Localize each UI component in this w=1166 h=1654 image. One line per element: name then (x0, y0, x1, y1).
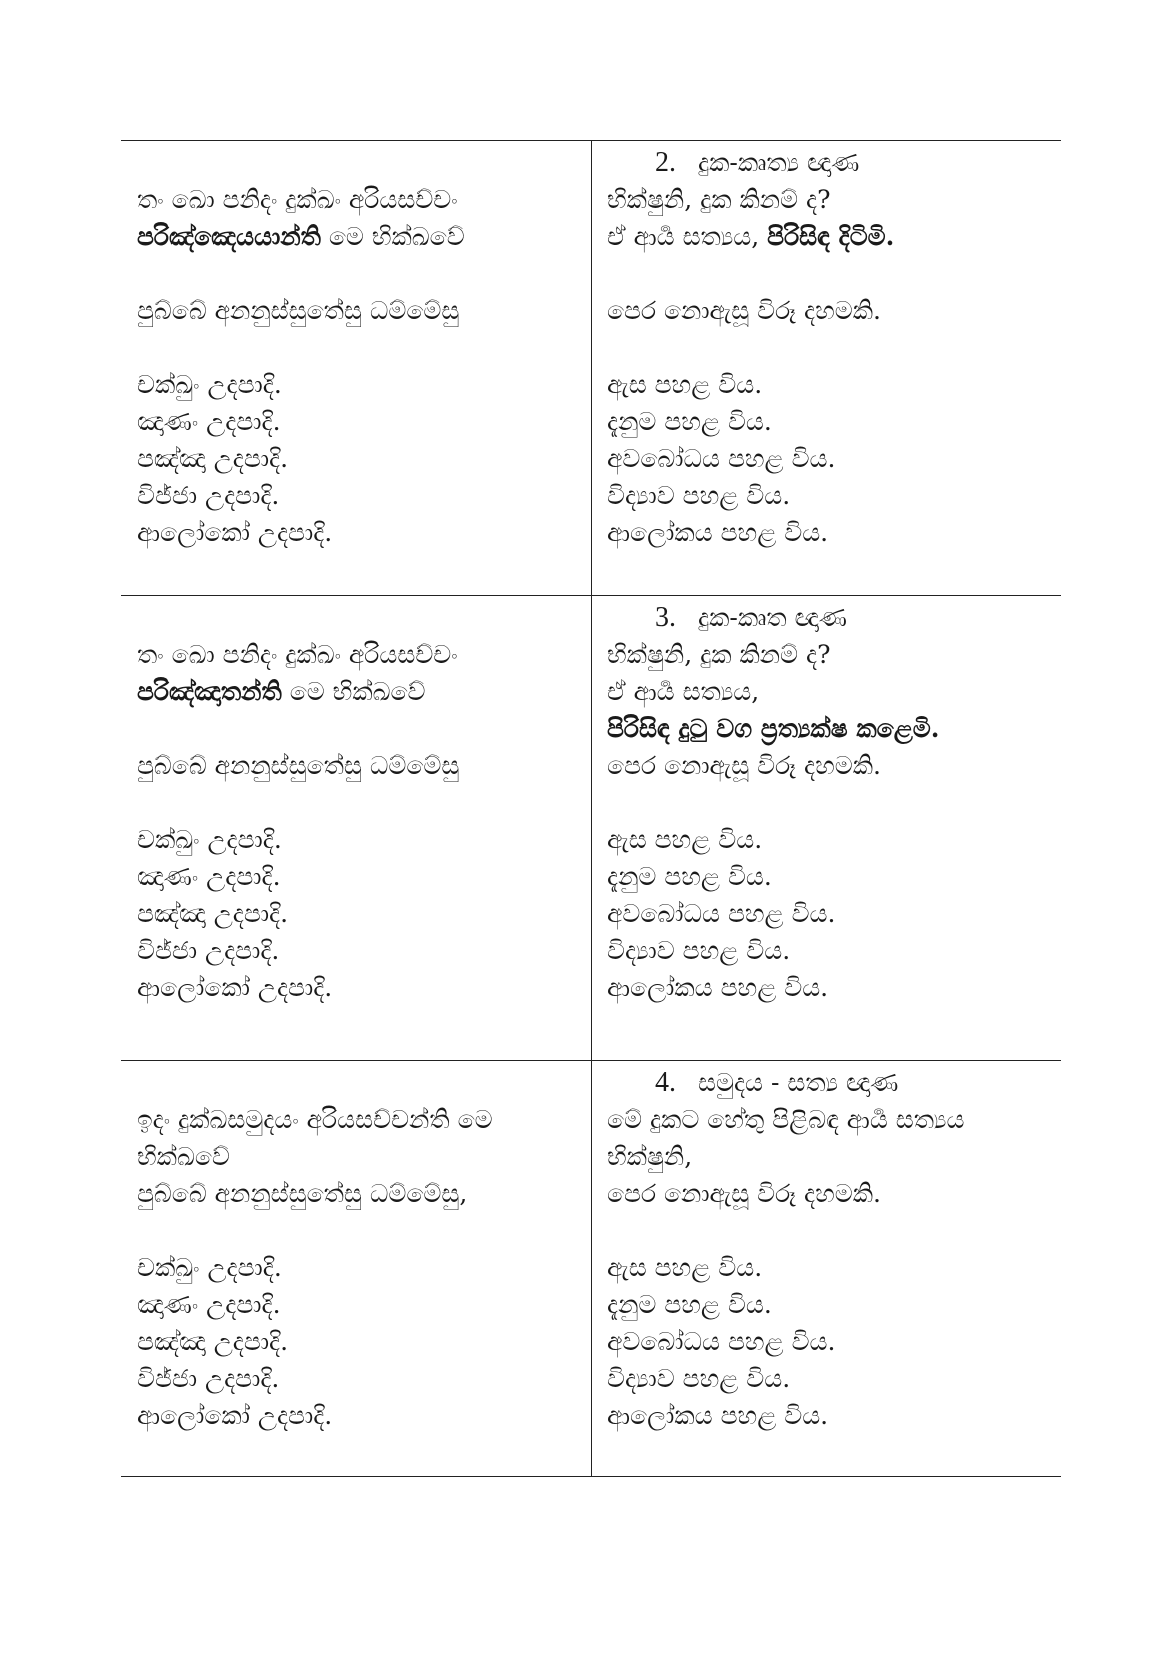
pali-line: චක්ඛුං උදපාදි. (137, 1253, 282, 1282)
section-number: 2. (655, 147, 676, 178)
pali-line: පුබ්බේ අනනුස්සුතේසු ධම්මේසු (137, 296, 460, 325)
pali-line: ආලෝකෝ උදපාදි. (137, 973, 333, 1002)
section-title: දුක-කෘත ඥාණ (698, 603, 847, 632)
sinhala-line: දැනුම පහළ විය. (607, 1290, 772, 1319)
sinhala-line: ඇස පහළ විය. (607, 1253, 763, 1282)
sinhala-line: දැනුම පහළ විය. (607, 407, 772, 436)
table-column-divider (591, 140, 592, 1476)
pali-text: මෙ භික්ඛවේ (320, 222, 465, 251)
pali-line: චක්ඛුං උදපාදි. (137, 825, 282, 854)
pali-bold-text: පරිඤ්ඤාතන්ති (137, 677, 282, 706)
section-number: 3. (655, 602, 676, 633)
pali-line: විජ්ජා උදපාදි. (137, 481, 280, 510)
pali-line (137, 218, 583, 255)
pali-line: ඤාණං උදපාදි. (137, 407, 281, 436)
sinhala-line (607, 218, 1052, 255)
sinhala-line: දැනුම පහළ විය. (607, 862, 772, 891)
row-3-pali-cell (137, 1101, 583, 1434)
sinhala-bold-text: පිරිසිඳ දිටිමි. (767, 222, 895, 251)
sinhala-line: විද්‍යාව පහළ විය. (607, 936, 791, 965)
sinhala-line: පෙර නොඇසූ විරූ දහමකි. (607, 751, 881, 780)
row-1-pali-cell (137, 181, 583, 551)
pali-line: විජ්ජා උදපාදි. (137, 1364, 280, 1393)
sinhala-line: භික්ෂුනි, දුක කිනම් ද? (607, 185, 831, 214)
sinhala-line: ඒ ආර්‍ය සත්‍යය, (607, 677, 760, 706)
pali-line: පුබ්බේ අනනුස්සුතේසු ධම්මේසු, (137, 1179, 468, 1208)
section-heading (607, 1064, 1052, 1101)
pali-line: පුබ්බේ අනනුස්සුතේසු ධම්මේසු (137, 751, 460, 780)
pali-line: ඤාණං උදපාදි. (137, 862, 281, 891)
sinhala-line: අවබෝධය පහළ විය. (607, 1327, 836, 1356)
pali-line: තං ඛො පනිදං දුක්ඛං අරියසච්චං (137, 640, 458, 669)
section-number: 4. (655, 1067, 676, 1098)
section-title: සමුදය - සත්‍ය ඥාණ (698, 1068, 899, 1097)
pali-line: ඉදං දුක්ඛසමුදයං අරියසච්චන්ති මෙ (137, 1105, 493, 1134)
pali-line: චක්ඛුං උදපාදි. (137, 370, 282, 399)
row-3-sinhala-cell (607, 1064, 1052, 1434)
section-heading (607, 599, 1052, 636)
sinhala-line: මේ දුකට හේතු පිළිබඳ ආර්‍ය සත්‍යය (607, 1105, 965, 1134)
row-1-sinhala-cell (607, 144, 1052, 551)
sinhala-line: පෙර නොඇසූ විරූ දහමකි. (607, 296, 881, 325)
pali-line: පඤ්ඤා උදපාදි. (137, 1327, 289, 1356)
pali-line: පඤ්ඤා උදපාදි. (137, 899, 289, 928)
sinhala-line: ඇස පහළ විය. (607, 370, 763, 399)
section-heading (607, 144, 1052, 181)
pali-line: ඤාණං උදපාදි. (137, 1290, 281, 1319)
pali-line: තං ඛො පනිදං දුක්ඛං අරියසච්චං (137, 185, 458, 214)
sinhala-line: ආලෝකය පහළ විය. (607, 1401, 829, 1430)
sinhala-text: ඒ ආර්‍ය සත්‍යය, (607, 222, 768, 251)
sinhala-line: ආලෝකය පහළ විය. (607, 973, 829, 1002)
pali-line: ආලෝකෝ උදපාදි. (137, 518, 333, 547)
sinhala-line: විද්‍යාව පහළ විය. (607, 1364, 791, 1393)
sinhala-line: භික්ෂුනි, (607, 1142, 693, 1171)
pali-line: භික්ඛවේ (137, 1142, 230, 1171)
sinhala-line: ඇස පහළ විය. (607, 825, 763, 854)
pali-bold-text: පරිඤ්ඤෙයයාන්ති (137, 222, 321, 251)
pali-line: විජ්ජා උදපාදි. (137, 936, 280, 965)
pali-line: පඤ්ඤා උදපාදි. (137, 444, 289, 473)
sinhala-line: අවබෝධය පහළ විය. (607, 899, 836, 928)
sinhala-line: විද්‍යාව පහළ විය. (607, 481, 791, 510)
sinhala-line: අවබෝධය පහළ විය. (607, 444, 836, 473)
sinhala-line: භික්ෂුනි, දුක කිනම් ද? (607, 640, 831, 669)
pali-line: ආලෝකෝ උදපාදි. (137, 1401, 333, 1430)
sinhala-line: ආලෝකය පහළ විය. (607, 518, 829, 547)
pali-line (137, 673, 583, 710)
section-title: දුක-කෘත්‍ය ඥාණ (698, 148, 860, 177)
table-rule-bottom (121, 1476, 1061, 1477)
sinhala-bold-line: පිරිසිඳ දුටු වග ප්‍රත්‍යක්ෂ කළෙමි. (607, 714, 940, 743)
sinhala-line: පෙර නොඇසූ විරූ දහමකි. (607, 1179, 881, 1208)
row-2-sinhala-cell (607, 599, 1052, 1006)
row-2-pali-cell (137, 636, 583, 1006)
pali-text: මෙ භික්ඛවේ (281, 677, 426, 706)
